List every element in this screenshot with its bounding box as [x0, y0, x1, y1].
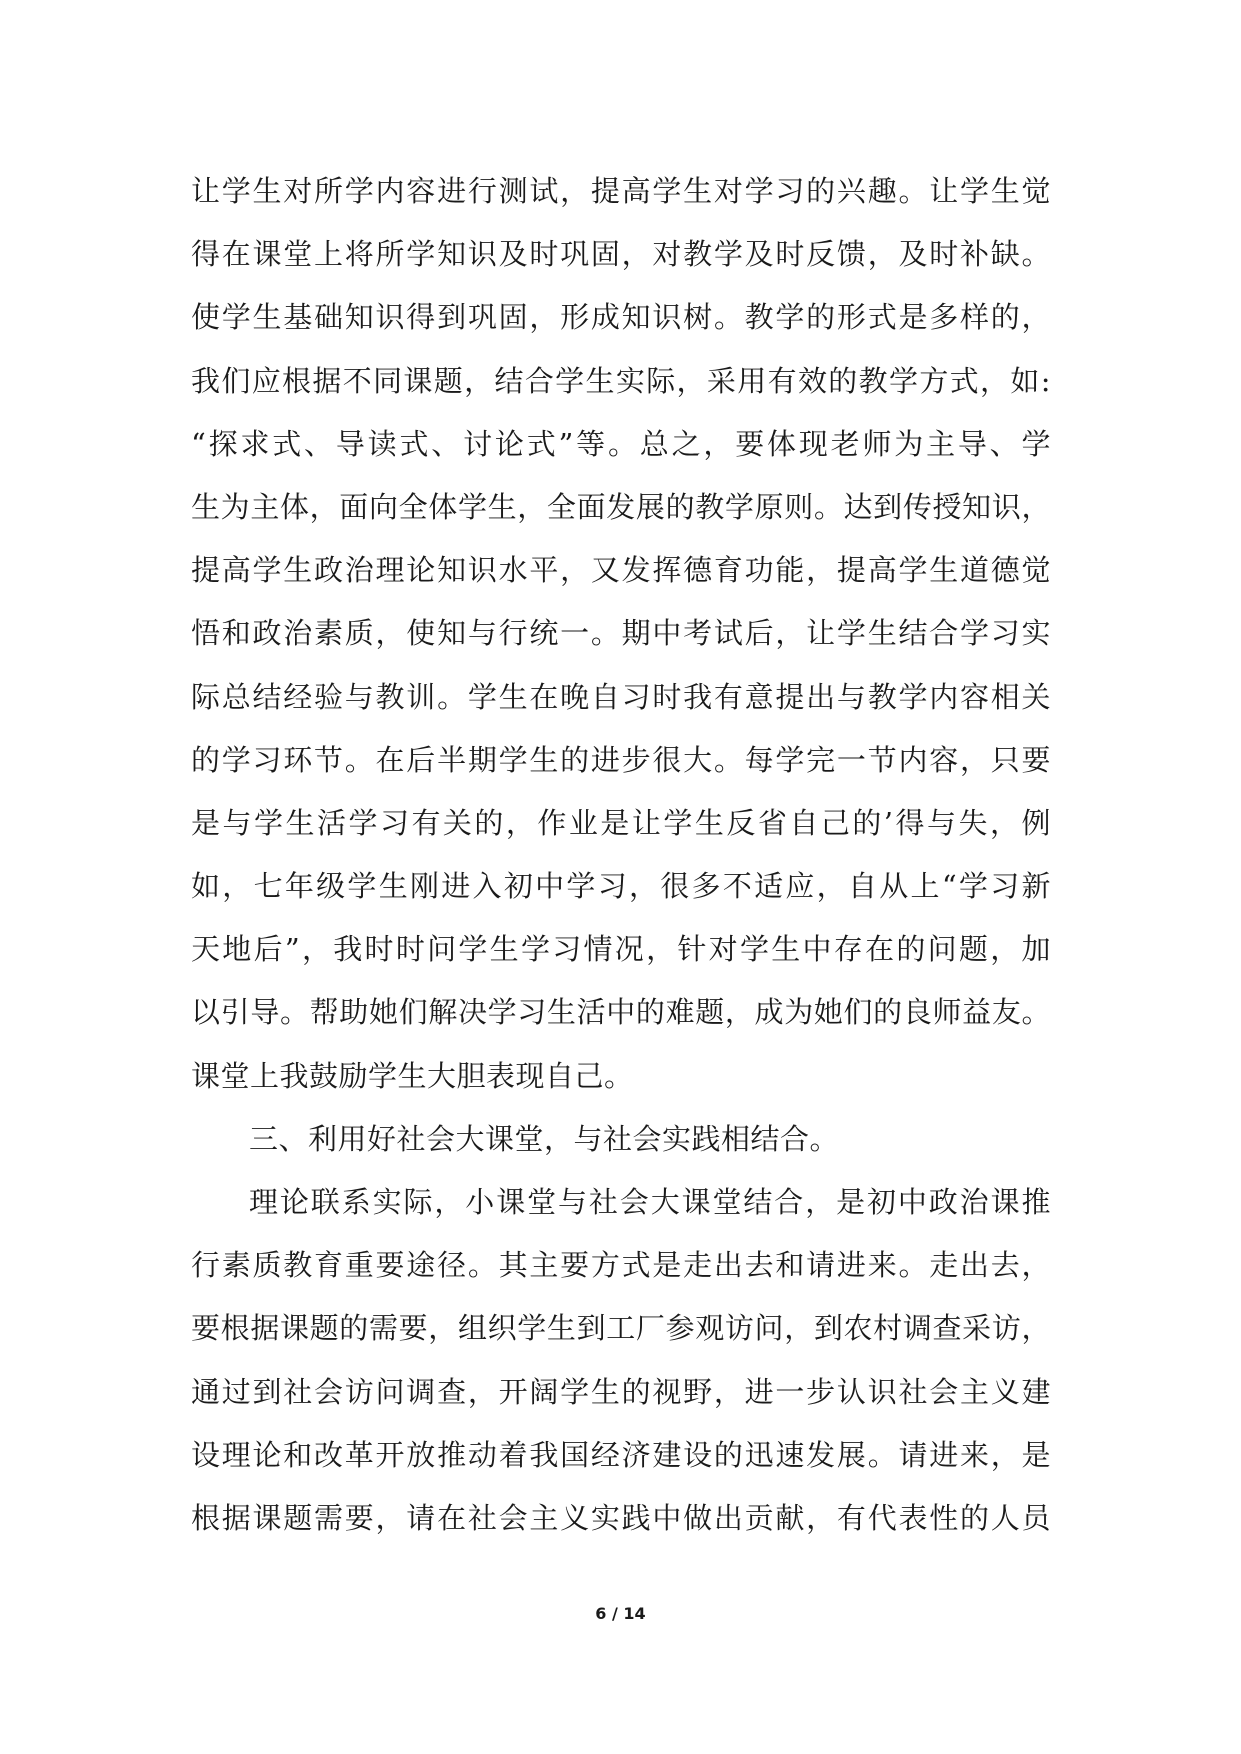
text-line: 天地后”，我时时问学生学习情况，针对学生中存在的问题，加	[191, 932, 1051, 967]
text-line: 使学生基础知识得到巩固，形成知识树。教学的形式是多样的，	[191, 300, 1051, 335]
section-heading: 三、利用好社会大课堂，与社会实践相结合。	[249, 1121, 840, 1156]
text-line: 通过到社会访问调查，开阔学生的视野，进一步认识社会主义建	[191, 1374, 1051, 1409]
text-line: 是与学生活学习有关的，作业是让学生反省自己的’得与失，例	[191, 805, 1051, 840]
page-number: 6 / 14	[595, 1604, 646, 1623]
text-line: 的学习环节。在后半期学生的进步很大。每学完一节内容，只要	[191, 742, 1051, 777]
text-line: 让学生对所学内容进行测试，提高学生对学习的兴趣。让学生觉	[191, 174, 1051, 208]
text-line: 我们应根据不同课题，结合学生实际，采用有效的教学方式，如:	[191, 363, 1051, 398]
text-line: 以引导。帮助她们解决学习生活中的难题，成为她们的良师益友。	[191, 995, 1051, 1030]
text-line: 要根据课题的需要，组织学生到工厂参观访问，到农村调查采访，	[191, 1311, 1051, 1346]
text-line: 生为主体，面向全体学生，全面发展的教学原则。达到传授知识，	[191, 489, 1051, 524]
text-line: 提高学生政治理论知识水平，又发挥德育功能，提高学生道德觉	[191, 553, 1051, 588]
body-text	[191, 160, 1051, 1550]
text-line: 课堂上我鼓励学生大胆表现自己。	[191, 1058, 634, 1093]
text-line: 得在课堂上将所学知识及时巩固，对教学及时反馈，及时补缺。	[191, 237, 1051, 272]
text-line: 际总结经验与教训。学生在晚自习时我有意提出与教学内容相关	[191, 679, 1051, 714]
text-line: 行素质教育重要途径。其主要方式是走出去和请进来。走出去，	[191, 1248, 1051, 1283]
text-line: 设理论和改革开放推动着我国经济建设的迅速发展。请进来，是	[191, 1437, 1051, 1472]
text-line: 悟和政治素质，使知与行统一。期中考试后，让学生结合学习实	[191, 616, 1051, 651]
text-line: 根据课题需要，请在社会主义实践中做出贡献，有代表性的人员	[191, 1500, 1051, 1535]
text-line: 如，七年级学生刚进入初中学习，很多不适应，自从上“学习新	[191, 869, 1051, 904]
text-line: “探求式、导读式、讨论式”等。总之，要体现老师为主导、学	[191, 426, 1051, 461]
text-line: 理论联系实际，小课堂与社会大课堂结合，是初中政治课推	[249, 1185, 1051, 1219]
